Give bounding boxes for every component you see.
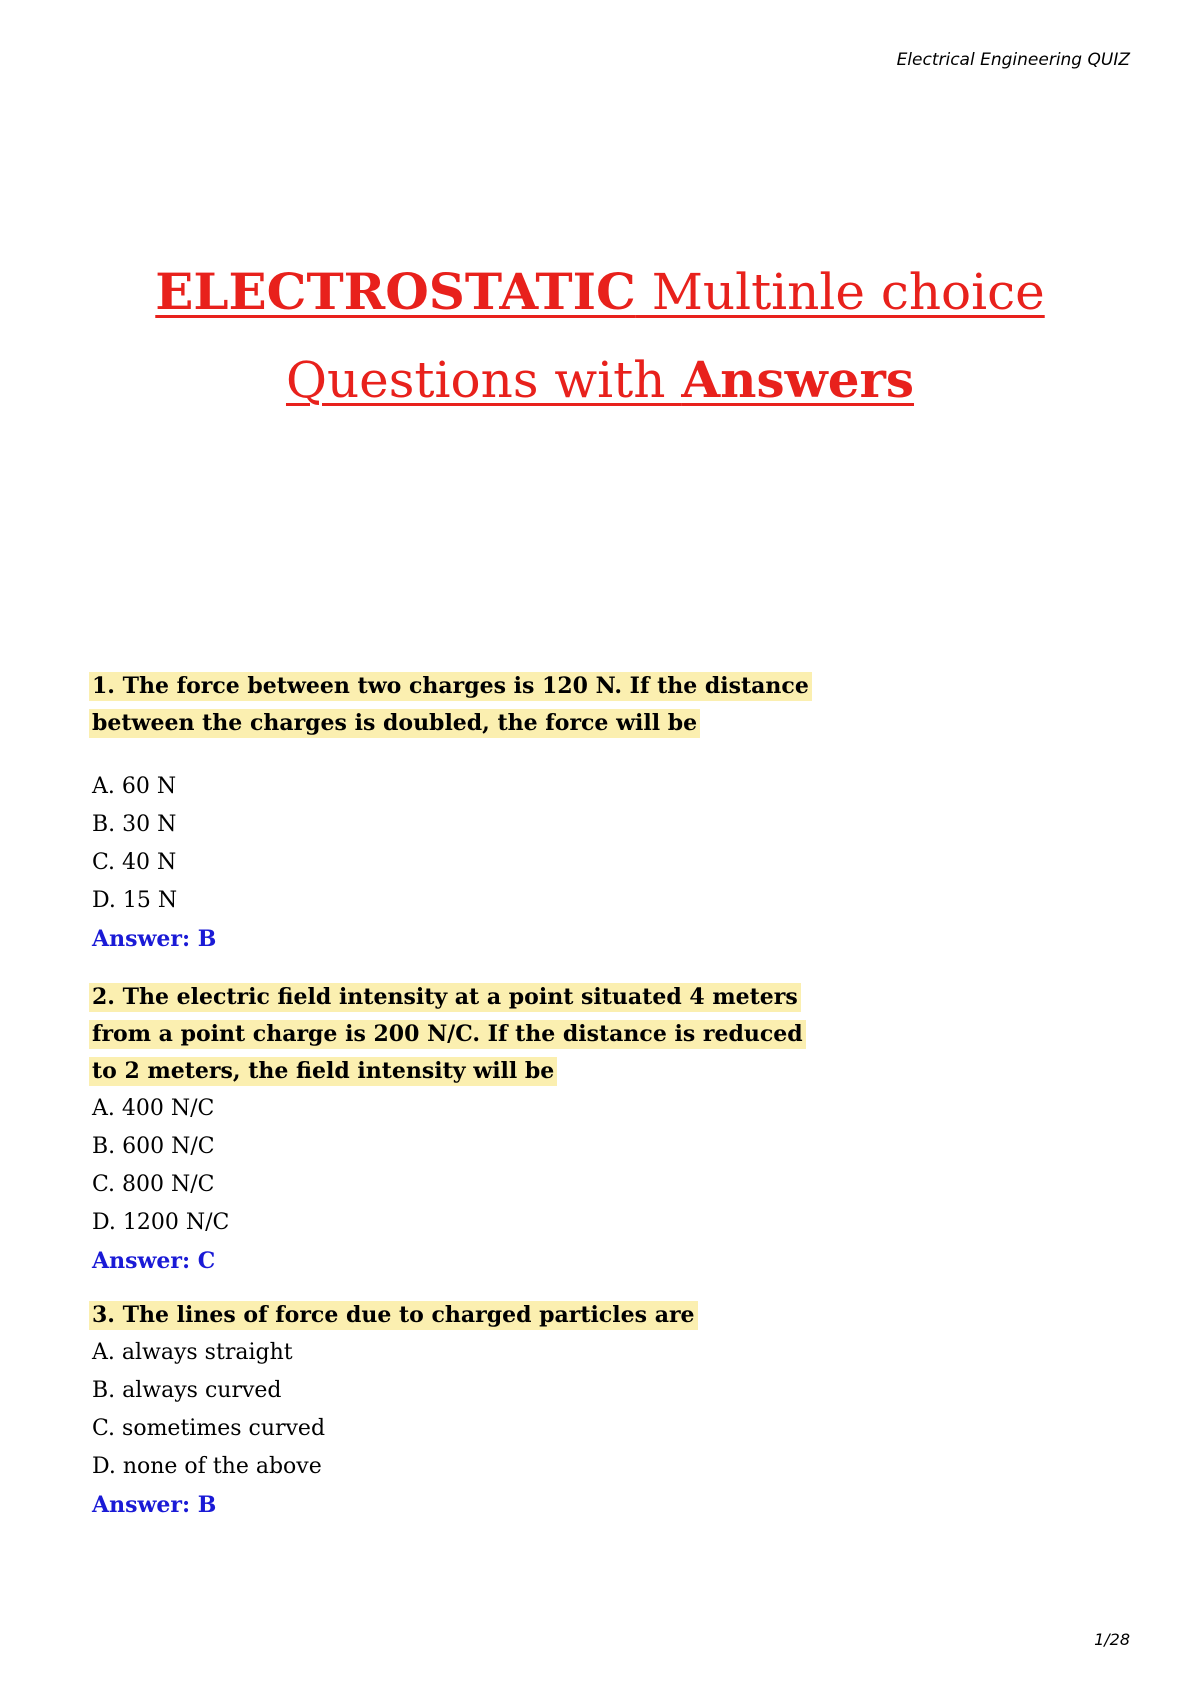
title-bold-part: Answers: [681, 350, 915, 409]
title-normal-part: Questions with: [285, 351, 682, 409]
option-a: A. 400 N/C: [92, 1096, 215, 1121]
options-list: [92, 1090, 992, 1242]
question-stem-line: to 2 meters, the field intensity will be: [89, 1057, 557, 1086]
option-d: D. 1200 N/C: [92, 1210, 230, 1235]
question-2: [92, 979, 992, 1280]
page-number: 1/28: [1094, 1630, 1130, 1649]
title-bold-part: ELECTROSTATIC: [155, 262, 636, 321]
question-3: [92, 1297, 992, 1524]
title-line-2: [0, 336, 1200, 424]
option-c: C. sometimes curved: [92, 1416, 326, 1441]
title-normal-part: Multinle choice: [635, 263, 1045, 321]
option-a: A. always straight: [92, 1340, 293, 1365]
question-stem-line: 2. The electric field intensity at a point situated 4 meters: [89, 983, 801, 1012]
question-stem-line: from a point charge is 200 N/C. If the distance is reduced: [89, 1020, 806, 1049]
title-line-1: [0, 248, 1200, 336]
question-stem: [92, 979, 992, 1090]
options-list: [92, 1334, 992, 1486]
question-stem-line: 3. The lines of force due to charged particles are: [89, 1301, 698, 1330]
question-stem-line: between the charges is doubled, the force will be: [89, 709, 700, 738]
document-title: [0, 248, 1200, 424]
answer-label: Answer: B: [92, 1492, 217, 1518]
option-b: B. always curved: [92, 1378, 282, 1403]
answer-label: Answer: B: [92, 926, 217, 952]
question-1: [92, 668, 992, 958]
option-b: B. 30 N: [92, 812, 177, 837]
option-b: B. 600 N/C: [92, 1134, 215, 1159]
option-d: D. none of the above: [92, 1454, 322, 1479]
question-stem: [92, 1297, 992, 1334]
option-c: C. 40 N: [92, 850, 177, 875]
question-stem-line: 1. The force between two charges is 120 N. If the distance: [89, 672, 812, 701]
answer-label: Answer: C: [92, 1248, 216, 1274]
options-list: [92, 768, 992, 920]
option-a: A. 60 N: [92, 774, 177, 799]
option-d: D. 15 N: [92, 888, 178, 913]
option-c: C. 800 N/C: [92, 1172, 215, 1197]
running-header: Electrical Engineering QUIZ: [896, 50, 1130, 70]
question-stem: [92, 668, 992, 742]
